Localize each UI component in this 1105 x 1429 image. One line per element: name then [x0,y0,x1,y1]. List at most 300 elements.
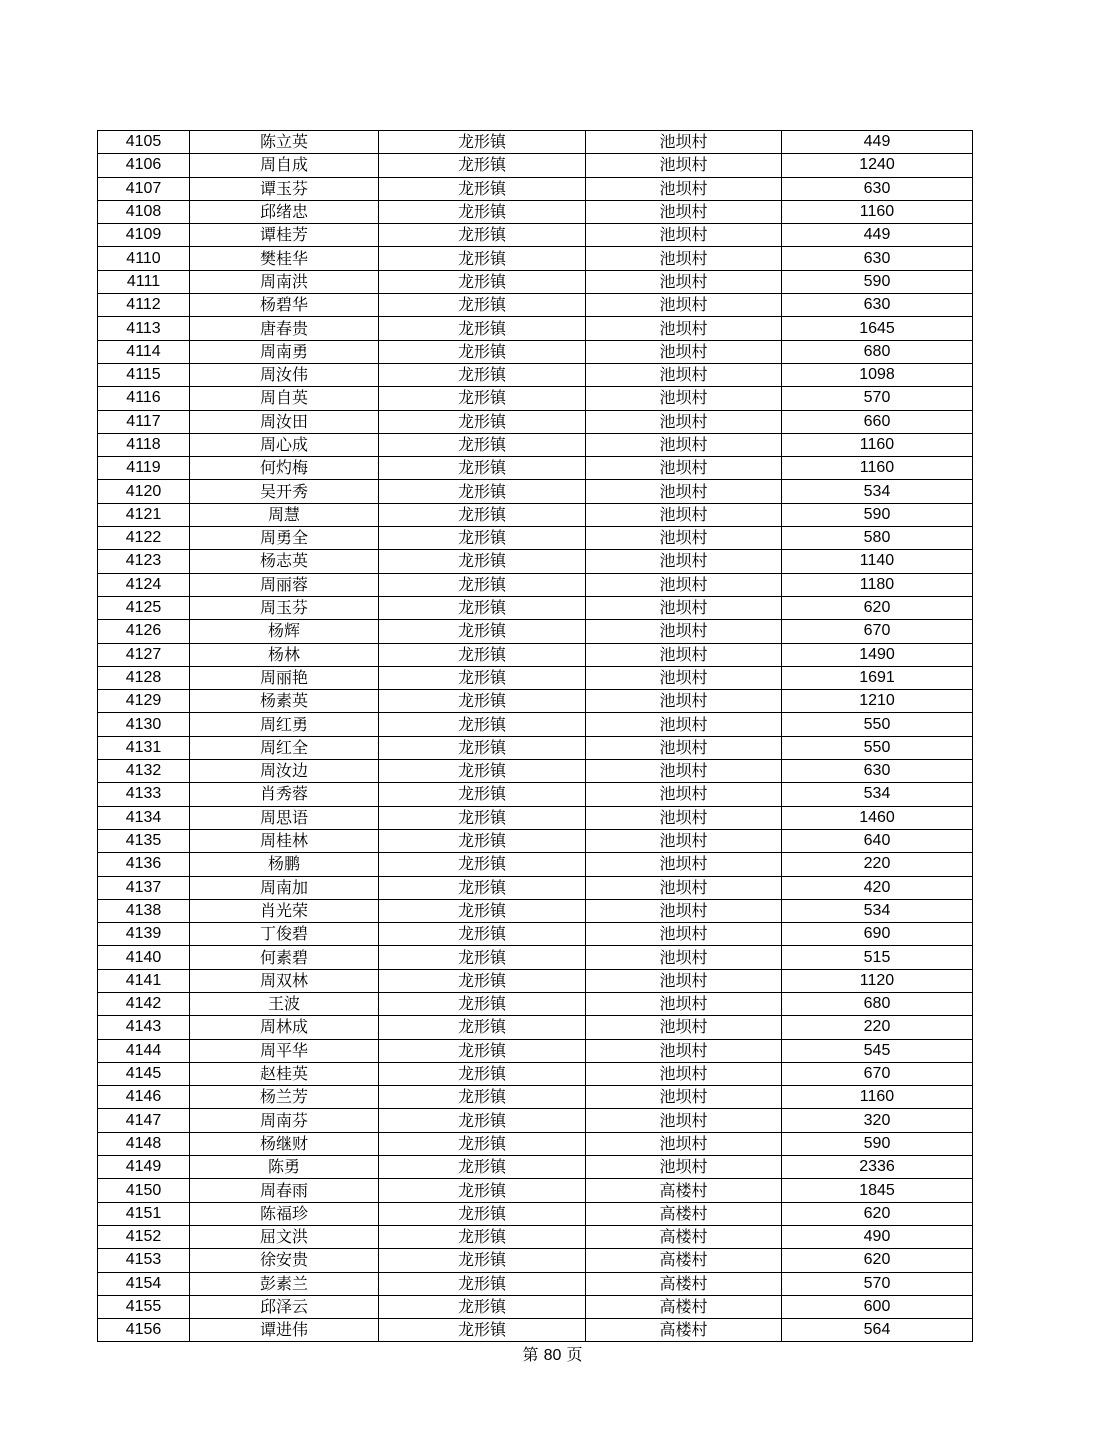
cell-amount: 570 [782,1272,973,1295]
cell-town: 龙形镇 [379,1132,586,1155]
cell-name: 杨辉 [190,620,379,643]
cell-town: 龙形镇 [379,410,586,433]
cell-serial-number: 4147 [98,1109,190,1132]
cell-serial-number: 4110 [98,247,190,270]
table-row [98,1295,973,1318]
cell-town: 龙形镇 [379,457,586,480]
cell-name: 周心成 [190,433,379,456]
table-row [98,1109,973,1132]
cell-village: 池坝村 [586,200,782,223]
cell-village: 高楼村 [586,1249,782,1272]
cell-amount: 545 [782,1039,973,1062]
cell-town: 龙形镇 [379,480,586,503]
cell-town: 龙形镇 [379,1156,586,1179]
cell-village: 池坝村 [586,363,782,386]
cell-serial-number: 4135 [98,829,190,852]
cell-name: 周南勇 [190,340,379,363]
cell-town: 龙形镇 [379,503,586,526]
cell-name: 肖秀蓉 [190,783,379,806]
cell-village: 池坝村 [586,480,782,503]
table-row [98,1249,973,1272]
cell-serial-number: 4133 [98,783,190,806]
cell-serial-number: 4126 [98,620,190,643]
table-row [98,573,973,596]
cell-village: 池坝村 [586,503,782,526]
table-row [98,224,973,247]
cell-amount: 220 [782,853,973,876]
cell-name: 周双林 [190,969,379,992]
cell-village: 池坝村 [586,643,782,666]
table-row [98,294,973,317]
cell-amount: 550 [782,713,973,736]
cell-town: 龙形镇 [379,1062,586,1085]
cell-name: 周汝田 [190,410,379,433]
cell-village: 池坝村 [586,410,782,433]
cell-serial-number: 4156 [98,1319,190,1342]
cell-name: 周桂林 [190,829,379,852]
table-row [98,1132,973,1155]
cell-amount: 534 [782,783,973,806]
cell-town: 龙形镇 [379,1295,586,1318]
cell-town: 龙形镇 [379,760,586,783]
table-row [98,527,973,550]
cell-serial-number: 4153 [98,1249,190,1272]
cell-amount: 2336 [782,1156,973,1179]
cell-village: 高楼村 [586,1272,782,1295]
table-row [98,643,973,666]
cell-name: 王波 [190,992,379,1015]
cell-amount: 670 [782,1062,973,1085]
cell-amount: 580 [782,527,973,550]
table-row [98,387,973,410]
table-row [98,1086,973,1109]
table-body [98,131,973,1342]
table-row [98,433,973,456]
cell-name: 陈福珍 [190,1202,379,1225]
cell-village: 高楼村 [586,1295,782,1318]
cell-town: 龙形镇 [379,1016,586,1039]
cell-village: 池坝村 [586,596,782,619]
cell-town: 龙形镇 [379,247,586,270]
cell-town: 龙形镇 [379,1039,586,1062]
cell-amount: 1160 [782,200,973,223]
cell-name: 徐安贵 [190,1249,379,1272]
cell-amount: 1210 [782,690,973,713]
cell-town: 龙形镇 [379,876,586,899]
cell-town: 龙形镇 [379,666,586,689]
cell-town: 龙形镇 [379,131,586,154]
cell-serial-number: 4118 [98,433,190,456]
cell-town: 龙形镇 [379,317,586,340]
cell-serial-number: 4136 [98,853,190,876]
cell-town: 龙形镇 [379,992,586,1015]
page-label-prefix: 第 [522,1345,539,1364]
cell-town: 龙形镇 [379,1319,586,1342]
cell-town: 龙形镇 [379,969,586,992]
cell-amount: 534 [782,899,973,922]
cell-serial-number: 4142 [98,992,190,1015]
cell-town: 龙形镇 [379,527,586,550]
cell-amount: 630 [782,247,973,270]
table-row [98,177,973,200]
table-row [98,620,973,643]
cell-amount: 680 [782,340,973,363]
cell-name: 邱泽云 [190,1295,379,1318]
cell-village: 池坝村 [586,783,782,806]
cell-village: 池坝村 [586,340,782,363]
cell-serial-number: 4149 [98,1156,190,1179]
cell-name: 周红勇 [190,713,379,736]
cell-serial-number: 4140 [98,946,190,969]
cell-village: 池坝村 [586,923,782,946]
table-row [98,946,973,969]
cell-name: 杨林 [190,643,379,666]
table-row [98,200,973,223]
cell-serial-number: 4145 [98,1062,190,1085]
cell-village: 池坝村 [586,1156,782,1179]
cell-town: 龙形镇 [379,643,586,666]
cell-name: 周自英 [190,387,379,410]
cell-serial-number: 4115 [98,363,190,386]
cell-village: 池坝村 [586,247,782,270]
cell-serial-number: 4107 [98,177,190,200]
cell-town: 龙形镇 [379,923,586,946]
cell-town: 龙形镇 [379,433,586,456]
cell-amount: 534 [782,480,973,503]
cell-amount: 670 [782,620,973,643]
cell-amount: 1490 [782,643,973,666]
cell-amount: 590 [782,270,973,293]
cell-serial-number: 4122 [98,527,190,550]
cell-name: 杨继财 [190,1132,379,1155]
table-row [98,1272,973,1295]
cell-town: 龙形镇 [379,946,586,969]
cell-name: 周慧 [190,503,379,526]
cell-town: 龙形镇 [379,340,586,363]
cell-amount: 420 [782,876,973,899]
cell-serial-number: 4117 [98,410,190,433]
table-row [98,340,973,363]
table-row [98,410,973,433]
table-row [98,992,973,1015]
cell-amount: 220 [782,1016,973,1039]
cell-name: 周思语 [190,806,379,829]
cell-village: 池坝村 [586,550,782,573]
table-row [98,363,973,386]
cell-amount: 564 [782,1319,973,1342]
cell-name: 周林成 [190,1016,379,1039]
table-row [98,1179,973,1202]
page-number: 80 [543,1347,562,1364]
cell-serial-number: 4143 [98,1016,190,1039]
cell-name: 何灼梅 [190,457,379,480]
cell-name: 周春雨 [190,1179,379,1202]
cell-town: 龙形镇 [379,783,586,806]
cell-village: 池坝村 [586,946,782,969]
cell-amount: 550 [782,736,973,759]
cell-name: 丁俊碧 [190,923,379,946]
cell-name: 周自成 [190,154,379,177]
cell-village: 池坝村 [586,457,782,480]
cell-amount: 620 [782,1202,973,1225]
cell-town: 龙形镇 [379,1109,586,1132]
cell-village: 池坝村 [586,806,782,829]
cell-town: 龙形镇 [379,1249,586,1272]
cell-town: 龙形镇 [379,1086,586,1109]
cell-town: 龙形镇 [379,620,586,643]
table-row [98,550,973,573]
cell-town: 龙形镇 [379,1202,586,1225]
cell-serial-number: 4105 [98,131,190,154]
cell-town: 龙形镇 [379,853,586,876]
cell-town: 龙形镇 [379,596,586,619]
cell-village: 池坝村 [586,1062,782,1085]
cell-amount: 1180 [782,573,973,596]
cell-village: 池坝村 [586,969,782,992]
table-row [98,131,973,154]
cell-village: 池坝村 [586,736,782,759]
data-table [97,130,973,1342]
page-footer [0,1342,1105,1365]
cell-amount: 590 [782,1132,973,1155]
cell-village: 池坝村 [586,899,782,922]
cell-village: 池坝村 [586,317,782,340]
table-row [98,806,973,829]
table-row [98,690,973,713]
cell-name: 周平华 [190,1039,379,1062]
cell-serial-number: 4128 [98,666,190,689]
cell-amount: 1645 [782,317,973,340]
cell-town: 龙形镇 [379,713,586,736]
cell-serial-number: 4132 [98,760,190,783]
table-row [98,783,973,806]
table-row [98,247,973,270]
cell-town: 龙形镇 [379,573,586,596]
table-row [98,270,973,293]
cell-village: 高楼村 [586,1202,782,1225]
cell-village: 池坝村 [586,294,782,317]
cell-amount: 630 [782,177,973,200]
cell-amount: 320 [782,1109,973,1132]
cell-name: 周丽蓉 [190,573,379,596]
cell-serial-number: 4108 [98,200,190,223]
cell-serial-number: 4138 [98,899,190,922]
cell-village: 池坝村 [586,666,782,689]
cell-amount: 1140 [782,550,973,573]
cell-name: 肖光荣 [190,899,379,922]
cell-serial-number: 4120 [98,480,190,503]
table-row [98,829,973,852]
table-row [98,1062,973,1085]
table-row [98,1016,973,1039]
cell-town: 龙形镇 [379,806,586,829]
cell-name: 樊桂华 [190,247,379,270]
cell-amount: 600 [782,1295,973,1318]
cell-town: 龙形镇 [379,736,586,759]
cell-village: 池坝村 [586,387,782,410]
cell-village: 池坝村 [586,1016,782,1039]
table-row [98,853,973,876]
cell-serial-number: 4116 [98,387,190,410]
cell-village: 池坝村 [586,154,782,177]
table-row [98,457,973,480]
cell-village: 池坝村 [586,760,782,783]
cell-name: 谭进伟 [190,1319,379,1342]
cell-amount: 490 [782,1225,973,1248]
cell-name: 周玉芬 [190,596,379,619]
cell-serial-number: 4124 [98,573,190,596]
cell-amount: 449 [782,224,973,247]
cell-town: 龙形镇 [379,200,586,223]
cell-serial-number: 4129 [98,690,190,713]
cell-village: 池坝村 [586,131,782,154]
cell-amount: 620 [782,1249,973,1272]
cell-amount: 515 [782,946,973,969]
cell-serial-number: 4123 [98,550,190,573]
cell-name: 周红全 [190,736,379,759]
cell-serial-number: 4151 [98,1202,190,1225]
cell-amount: 1460 [782,806,973,829]
cell-name: 吴开秀 [190,480,379,503]
table-row [98,969,973,992]
table-row [98,317,973,340]
cell-amount: 660 [782,410,973,433]
cell-amount: 590 [782,503,973,526]
cell-town: 龙形镇 [379,363,586,386]
cell-name: 周丽艳 [190,666,379,689]
cell-serial-number: 4137 [98,876,190,899]
cell-town: 龙形镇 [379,550,586,573]
cell-name: 谭桂芳 [190,224,379,247]
cell-village: 池坝村 [586,573,782,596]
cell-amount: 1120 [782,969,973,992]
cell-town: 龙形镇 [379,177,586,200]
cell-serial-number: 4130 [98,713,190,736]
cell-village: 池坝村 [586,177,782,200]
cell-village: 池坝村 [586,1132,782,1155]
cell-name: 何素碧 [190,946,379,969]
cell-serial-number: 4155 [98,1295,190,1318]
table-row [98,1039,973,1062]
cell-village: 池坝村 [586,853,782,876]
table-row [98,596,973,619]
table-row [98,923,973,946]
cell-amount: 1691 [782,666,973,689]
cell-amount: 1160 [782,457,973,480]
cell-town: 龙形镇 [379,270,586,293]
table-row [98,503,973,526]
table-row [98,1225,973,1248]
cell-serial-number: 4154 [98,1272,190,1295]
cell-name: 周汝伟 [190,363,379,386]
cell-name: 唐春贵 [190,317,379,340]
cell-serial-number: 4113 [98,317,190,340]
cell-name: 杨志英 [190,550,379,573]
cell-name: 谭玉芬 [190,177,379,200]
table-row [98,1156,973,1179]
cell-serial-number: 4112 [98,294,190,317]
cell-village: 池坝村 [586,433,782,456]
cell-town: 龙形镇 [379,1272,586,1295]
cell-town: 龙形镇 [379,294,586,317]
table-row [98,1319,973,1342]
cell-serial-number: 4139 [98,923,190,946]
cell-amount: 680 [782,992,973,1015]
cell-village: 高楼村 [586,1225,782,1248]
cell-amount: 630 [782,760,973,783]
cell-name: 彭素兰 [190,1272,379,1295]
cell-village: 池坝村 [586,270,782,293]
cell-serial-number: 4144 [98,1039,190,1062]
cell-village: 池坝村 [586,992,782,1015]
cell-amount: 449 [782,131,973,154]
cell-name: 周汝边 [190,760,379,783]
cell-village: 池坝村 [586,690,782,713]
page-label-suffix: 页 [566,1345,583,1364]
cell-amount: 1160 [782,1086,973,1109]
cell-serial-number: 4111 [98,270,190,293]
cell-name: 杨碧华 [190,294,379,317]
cell-amount: 630 [782,294,973,317]
cell-town: 龙形镇 [379,387,586,410]
cell-town: 龙形镇 [379,899,586,922]
cell-name: 陈立英 [190,131,379,154]
cell-name: 杨兰芳 [190,1086,379,1109]
cell-name: 屈文洪 [190,1225,379,1248]
cell-serial-number: 4119 [98,457,190,480]
cell-town: 龙形镇 [379,1225,586,1248]
cell-amount: 1240 [782,154,973,177]
cell-town: 龙形镇 [379,154,586,177]
cell-village: 高楼村 [586,1179,782,1202]
cell-serial-number: 4127 [98,643,190,666]
cell-village: 池坝村 [586,1109,782,1132]
table-row [98,736,973,759]
cell-name: 周南洪 [190,270,379,293]
cell-town: 龙形镇 [379,829,586,852]
cell-name: 周勇全 [190,527,379,550]
cell-amount: 1098 [782,363,973,386]
cell-amount: 620 [782,596,973,619]
cell-serial-number: 4131 [98,736,190,759]
cell-serial-number: 4134 [98,806,190,829]
cell-name: 杨鹏 [190,853,379,876]
table-row [98,666,973,689]
cell-amount: 1845 [782,1179,973,1202]
table-row [98,899,973,922]
cell-amount: 640 [782,829,973,852]
table-row [98,480,973,503]
cell-village: 池坝村 [586,620,782,643]
cell-serial-number: 4150 [98,1179,190,1202]
cell-amount: 1160 [782,433,973,456]
cell-serial-number: 4121 [98,503,190,526]
cell-serial-number: 4106 [98,154,190,177]
cell-serial-number: 4152 [98,1225,190,1248]
cell-village: 池坝村 [586,876,782,899]
table-row [98,1202,973,1225]
cell-village: 池坝村 [586,527,782,550]
cell-village: 池坝村 [586,713,782,736]
cell-village: 池坝村 [586,829,782,852]
cell-town: 龙形镇 [379,224,586,247]
cell-name: 周南加 [190,876,379,899]
table-row [98,713,973,736]
cell-serial-number: 4109 [98,224,190,247]
cell-name: 陈勇 [190,1156,379,1179]
cell-amount: 570 [782,387,973,410]
table-row [98,154,973,177]
